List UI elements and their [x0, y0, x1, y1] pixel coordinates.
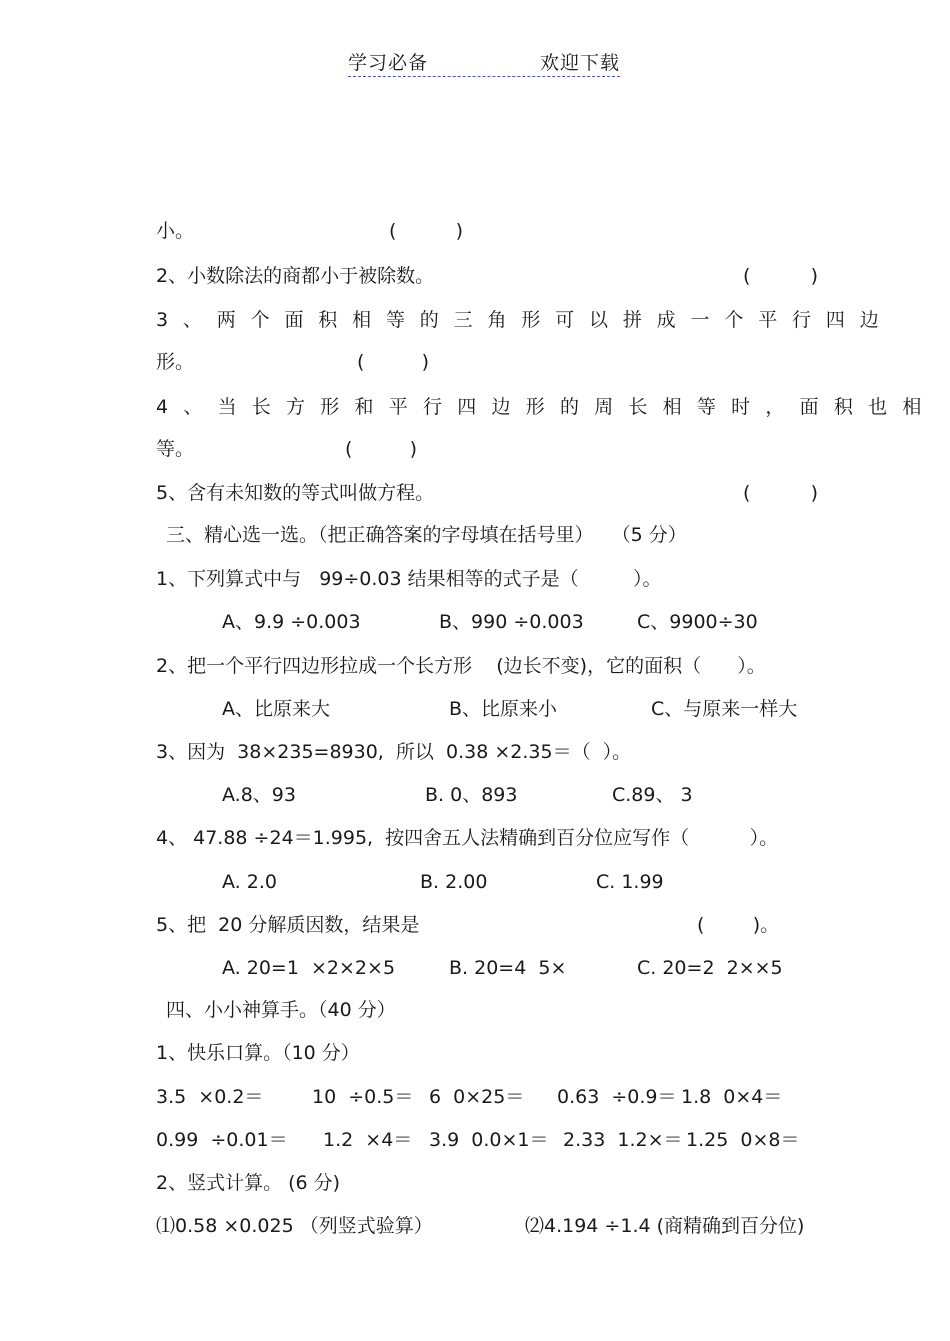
q5-option-b: B. 20=4 5× — [449, 957, 567, 979]
mental-math-item: 10 ÷0.5＝ — [312, 1086, 414, 1108]
mental-math-item: 1.8 0×4＝ — [681, 1086, 783, 1108]
worksheet-page: 学习必备 欢迎下载 小。 ( ) 2、小数除法的商都小于被除数。 ( ) 3 、 两 个 面 积 相 等 的 三 角 形 可 以 拼 成 一 个 平 行 四 边 形。 ( ) 4 、 当 长 方 形 和 平 行 四 边 形 的 周 长 相 等 时 ， 面 积 也 相 等。 ( ) 5、含有未知数的等式叫做方程。 ( ) 三、精心选一选。（把正确答案的字母填在括号里） （5 分） 1、下列算式中与 99÷0.03 结果相等的式子是（ ）。 A、9.9 ÷0.003 B、990 ÷0.003 C、9900÷30 2、把一个平行四边形拉成一个长方形 (边长不变)，它的面积（ ）。 A、比原来大 B、比原来小 C、与原来一样大 3、因为 38×235=8930, 所以 0.38 ×2.35＝（ ）。 A.8、93 B. 0、893 C.89、 3 4、 47.88 ÷24＝1.995, 按四舍五人法精确到百分位应写作（ ）。 A. 2.0 B. 2.00 C. 1.99 5、把 20 分解质因数，结果是 ( )。 A. 20=1 ×2×2×5 B. 20=4 5× C. 20=2 2××5 四、小小神算手。（40 分） 1、快乐口算。（10 分） 3.5 ×0.2＝ 10 ÷0.5＝ 6 0×25＝ 0.63 ÷0.9＝ 1.8 0×4＝ 0.99 ÷0.01＝ 1.2 ×4＝ 3.9 0.0×1＝ 2.33 1.2×＝ 1.25 0×8＝ 2、竖式计算。 (6 分) ⑴0.58 ×0.025 （列竖式验算） ⑵4.194 ÷1.4 (商精确到百分位) — [0, 0, 950, 1341]
judge-item-4-line1: 4 、 当 长 方 形 和 平 行 四 边 形 的 周 长 相 等 时 ， 面 积 也 相 — [156, 396, 926, 418]
mental-math-item: 3.5 ×0.2＝ — [156, 1086, 264, 1108]
section-4-title: 四、小小神算手。（40 分） — [166, 999, 396, 1021]
judge-item-4-line2: 等。 — [156, 438, 195, 460]
header-right-text: 欢迎下载 — [539, 52, 620, 74]
q5-option-c: C. 20=2 2××5 — [637, 957, 783, 979]
q1-option-a: A、9.9 ÷0.003 — [222, 611, 361, 633]
section-3-title: 三、精心选一选。（把正确答案的字母填在括号里） （5 分） — [166, 524, 687, 546]
question-3: 3、因为 38×235=8930, 所以 0.38 ×2.35＝（ ）。 — [156, 741, 632, 763]
judge-item-1-tail: 小。 — [156, 220, 195, 242]
q4-option-c: C. 1.99 — [596, 871, 664, 893]
q2-option-b: B、比原来小 — [449, 698, 558, 720]
question-2: 2、把一个平行四边形拉成一个长方形 (边长不变)，它的面积（ ）。 — [156, 655, 766, 677]
subsection-1-title: 1、快乐口算。（10 分） — [156, 1042, 360, 1064]
subsection-2-title: 2、竖式计算。 (6 分) — [156, 1172, 341, 1194]
mental-math-item: 6 0×25＝ — [429, 1086, 525, 1108]
mental-math-item: 0.63 ÷0.9＝ — [557, 1086, 677, 1108]
question-1: 1、下列算式中与 99÷0.03 结果相等的式子是（ ）。 — [156, 568, 662, 590]
q3-option-c: C.89、 3 — [612, 784, 693, 806]
page-header — [348, 46, 620, 77]
q3-option-b: B. 0、893 — [425, 784, 518, 806]
header-left-text: 学习必备 — [348, 52, 429, 74]
judge-item-3-line2: 形。 — [156, 351, 195, 373]
mental-math-item: 0.99 ÷0.01＝ — [156, 1129, 288, 1151]
q5-option-a: A. 20=1 ×2×2×5 — [222, 957, 396, 979]
mental-math-item: 1.2 ×4＝ — [323, 1129, 413, 1151]
judge-item-2: 2、小数除法的商都小于被除数。 — [156, 265, 435, 287]
judge-item-3-line1: 3 、 两 个 面 积 相 等 的 三 角 形 可 以 拼 成 一 个 平 行 四 边 — [156, 309, 884, 331]
q4-option-a: A. 2.0 — [222, 871, 277, 893]
mental-math-item: 3.9 0.0×1＝ — [429, 1129, 549, 1151]
q2-option-a: A、比原来大 — [222, 698, 330, 720]
vertical-calc-1: ⑴0.58 ×0.025 （列竖式验算） — [156, 1215, 433, 1237]
q1-option-b: B、990 ÷0.003 — [439, 611, 584, 633]
q1-option-c: C、9900÷30 — [637, 611, 758, 633]
question-4: 4、 47.88 ÷24＝1.995, 按四舍五人法精确到百分位应写作（ ）。 — [156, 827, 779, 849]
q4-option-b: B. 2.00 — [420, 871, 488, 893]
q3-option-a: A.8、93 — [222, 784, 296, 806]
q5-answer-blank: ( )。 — [697, 914, 780, 936]
mental-math-item: 2.33 1.2×＝ — [563, 1129, 683, 1151]
q2-option-c: C、与原来一样大 — [651, 698, 798, 720]
vertical-calc-2: ⑵4.194 ÷1.4 (商精确到百分位) — [525, 1215, 805, 1237]
mental-math-item: 1.25 0×8＝ — [686, 1129, 800, 1151]
question-5: 5、把 20 分解质因数，结果是 — [156, 914, 420, 936]
judge-item-5: 5、含有未知数的等式叫做方程。 — [156, 482, 435, 504]
